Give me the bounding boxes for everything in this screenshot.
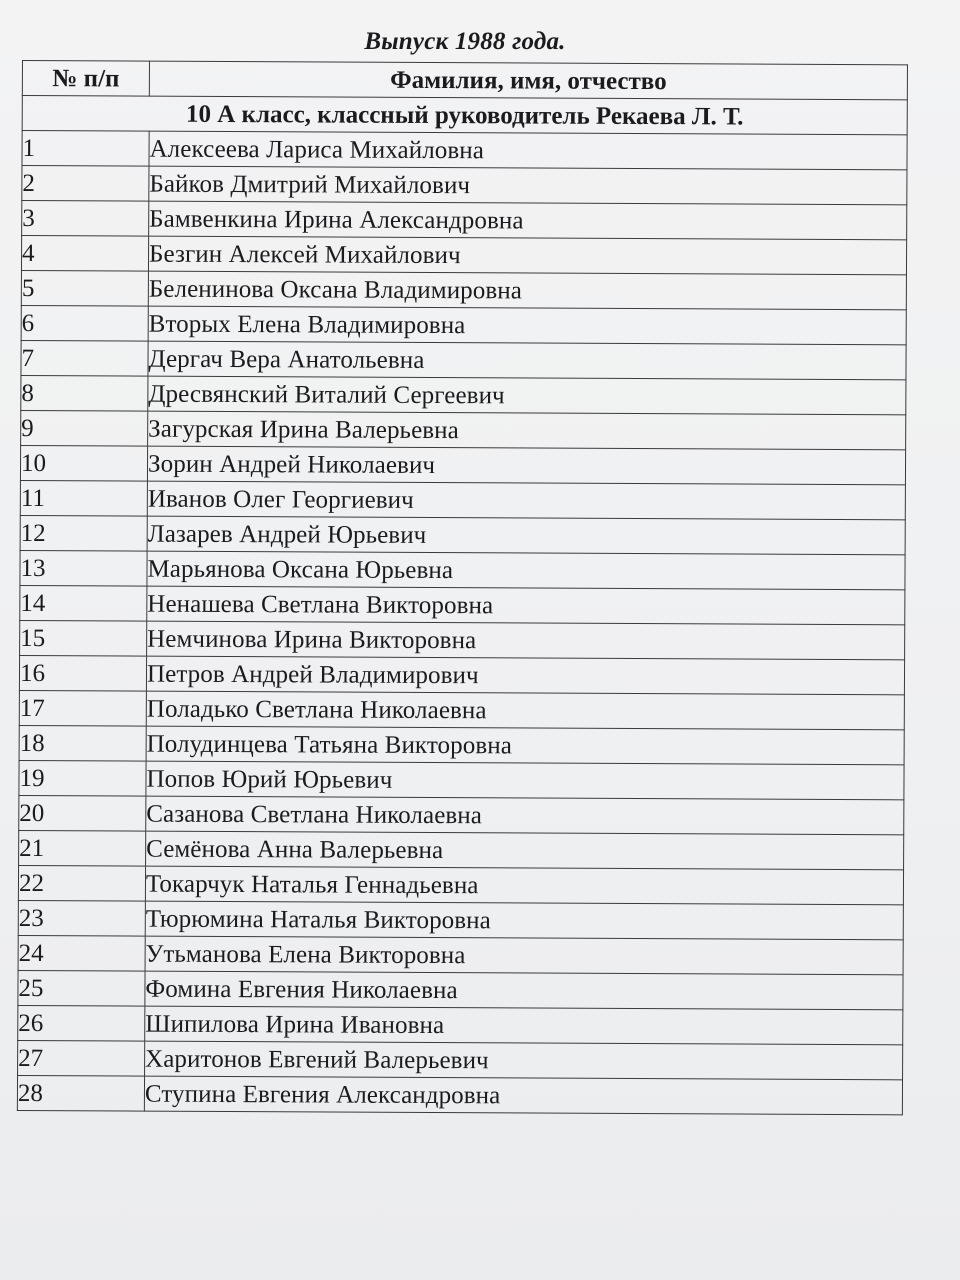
- table-row: [20, 480, 905, 519]
- row-number: 4: [21, 236, 148, 272]
- class-heading: 10 А класс, классный руководитель Рекаева Л. Т.: [22, 96, 907, 135]
- table-row: [18, 970, 903, 1009]
- row-number: 12: [20, 515, 147, 551]
- class-heading-row: [22, 96, 907, 135]
- row-number: 1: [22, 131, 149, 167]
- table-row: [21, 270, 906, 309]
- student-name: Фомина Евгения Николаевна: [145, 971, 903, 1010]
- table-row: [21, 340, 906, 379]
- row-number: 11: [20, 480, 147, 516]
- student-name: Сазанова Светлана Николаевна: [146, 796, 904, 835]
- student-name: Зорин Андрей Николаевич: [147, 446, 905, 485]
- student-name: Ненашева Светлана Викторовна: [147, 586, 905, 625]
- table-row: [21, 375, 906, 414]
- row-number: 15: [20, 620, 147, 656]
- table-row: [22, 131, 907, 170]
- student-name: Алексеева Лариса Михайловна: [149, 131, 907, 170]
- row-number: 22: [18, 865, 145, 901]
- student-name: Вторых Елена Владимировна: [148, 306, 906, 345]
- row-number: 8: [21, 375, 148, 411]
- document-title: Выпуск 1988 года.: [364, 28, 566, 55]
- student-name: Дресвянский Виталий Сергеевич: [148, 376, 906, 415]
- student-name: Дергач Вера Анатольевна: [148, 341, 906, 380]
- row-number: 17: [19, 690, 146, 726]
- table-row: [19, 795, 904, 834]
- row-number: 18: [19, 725, 146, 761]
- table-row: [18, 1005, 903, 1044]
- table-row: [22, 201, 907, 240]
- student-name: Бамвенкина Ирина Александровна: [149, 201, 907, 240]
- student-name: Немчинова Ирина Викторовна: [147, 621, 905, 660]
- student-name: Тюрюмина Наталья Викторовна: [145, 901, 903, 940]
- roster-body: [17, 96, 907, 1115]
- student-name: Попов Юрий Юрьевич: [146, 761, 904, 800]
- header-number: № п/п: [22, 61, 149, 97]
- table-row: [22, 166, 907, 205]
- table-row: [20, 585, 905, 624]
- row-number: 3: [22, 201, 149, 237]
- row-number: 25: [18, 970, 145, 1006]
- student-name: Семёнова Анна Валерьевна: [146, 831, 904, 870]
- table-row: [21, 410, 906, 449]
- row-number: 5: [21, 270, 148, 306]
- row-number: 9: [21, 410, 148, 446]
- student-name: Утьманова Елена Викторовна: [145, 936, 903, 975]
- table-header-row: [22, 61, 907, 100]
- row-number: 24: [18, 935, 145, 971]
- student-name: Харитонов Евгений Валерьевич: [145, 1041, 903, 1080]
- table-row: [20, 620, 905, 659]
- table-row: [19, 655, 904, 694]
- row-number: 7: [21, 340, 148, 376]
- student-name: Иванов Олег Георгиевич: [147, 481, 905, 520]
- table-row: [18, 935, 903, 974]
- student-name: Загурская Ирина Валерьевна: [148, 411, 906, 450]
- header-name: Фамилия, имя, отчество: [149, 61, 907, 100]
- student-roster-table: [17, 60, 908, 1115]
- student-name: Петров Андрей Владимирович: [146, 656, 904, 695]
- row-number: 14: [20, 585, 147, 621]
- table-row: [17, 1075, 902, 1114]
- table-row: [19, 760, 904, 799]
- table-row: [20, 445, 905, 484]
- row-number: 20: [19, 795, 146, 831]
- table-row: [19, 725, 904, 764]
- table-row: [21, 236, 906, 275]
- table-row: [21, 305, 906, 344]
- student-name: Байков Дмитрий Михайлович: [149, 166, 907, 205]
- row-number: 26: [18, 1005, 145, 1041]
- student-name: Марьянова Оксана Юрьевна: [147, 551, 905, 590]
- row-number: 19: [19, 760, 146, 796]
- student-name: Поладько Светлана Николаевна: [146, 691, 904, 730]
- student-name: Безгин Алексей Михайлович: [148, 236, 906, 275]
- table-row: [19, 690, 904, 729]
- student-name: Ступина Евгения Александровна: [144, 1076, 902, 1115]
- student-name: Лазарев Андрей Юрьевич: [147, 516, 905, 555]
- row-number: 16: [19, 655, 146, 691]
- table-row: [20, 515, 905, 554]
- student-name: Шипилова Ирина Ивановна: [145, 1006, 903, 1045]
- student-name: Беленинова Оксана Владимировна: [148, 271, 906, 310]
- student-name: Полудинцева Татьяна Викторовна: [146, 726, 904, 765]
- table-row: [20, 550, 905, 589]
- row-number: 23: [18, 900, 145, 936]
- table-row: [19, 830, 904, 869]
- row-number: 13: [20, 550, 147, 586]
- table-row: [18, 1040, 903, 1079]
- student-name: Токарчук Наталья Геннадьевна: [145, 866, 903, 905]
- row-number: 6: [21, 305, 148, 341]
- table-row: [18, 865, 903, 904]
- table-row: [18, 900, 903, 939]
- row-number: 28: [17, 1075, 144, 1111]
- row-number: 10: [20, 445, 147, 481]
- row-number: 27: [18, 1040, 145, 1076]
- row-number: 2: [22, 166, 149, 202]
- row-number: 21: [19, 830, 146, 866]
